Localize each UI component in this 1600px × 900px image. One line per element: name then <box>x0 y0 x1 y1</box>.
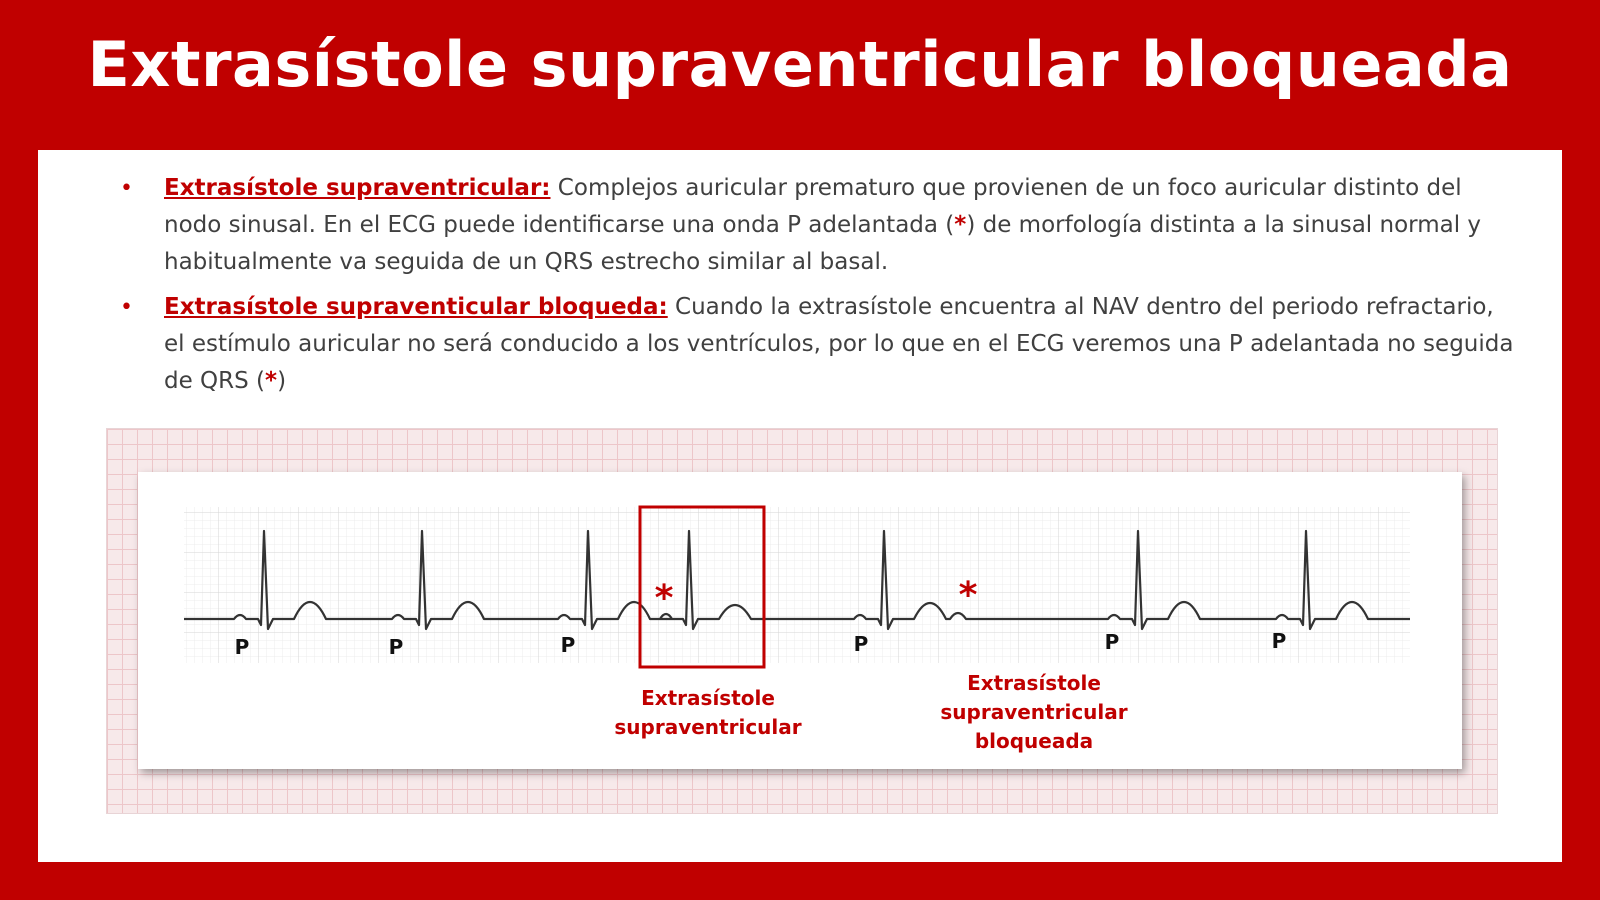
asterisk-marker: * <box>265 368 278 394</box>
bullet-text: ) <box>277 368 287 394</box>
bullet-text: ) de morfología distinta a la sinusal normal y habitualmente va seguida de un QRS estrecho similar al basal. <box>164 212 1482 275</box>
p-wave-label: P <box>234 635 250 659</box>
bullet-text: Cuando la extrasístole encuentra al NAV dentro del periodo refractario, el estímulo auricular no será conducido a los ventrículos, por lo que en el ECG veremos una P adelantada no seguida de QRS ( <box>164 294 1514 394</box>
asterisk-marker: * <box>958 575 978 616</box>
annotation-label: supraventricular <box>940 700 1128 724</box>
annotation-label: supraventricular <box>614 715 802 739</box>
p-wave-label: P <box>560 633 576 657</box>
annotation-label: Extrasístole <box>641 686 775 710</box>
ecg-figure <box>138 472 1462 769</box>
p-wave-label: P <box>853 632 869 656</box>
ecg-strip <box>138 472 1462 769</box>
p-wave-label: P <box>1104 630 1120 654</box>
asterisk-marker: * <box>954 212 967 238</box>
bullet-icon: • <box>120 176 133 201</box>
bullet-item <box>120 289 1520 400</box>
annotation-label: bloqueada <box>974 729 1094 753</box>
p-wave-label: P <box>388 635 404 659</box>
p-wave-label: P <box>1271 629 1287 653</box>
slide-title: Extrasístole supraventricular bloqueada <box>87 28 1513 101</box>
asterisk-marker: * <box>654 578 674 619</box>
ecg-grid <box>184 507 1410 663</box>
content-panel <box>38 150 1562 862</box>
bullet-text: Complejos auricular prematuro que provienen de un foco auricular distinto del nodo sinusal. En el ECG puede identificarse una onda P adelantada ( <box>164 175 1462 238</box>
bullet-list <box>120 170 1520 408</box>
bullet-icon: • <box>120 295 133 320</box>
bullet-item <box>120 170 1520 281</box>
bullet-term: Extrasístole supraventicular bloqueda: <box>164 294 668 320</box>
annotation-label: Extrasístole <box>967 671 1101 695</box>
bullet-term: Extrasístole supraventricular: <box>164 175 551 201</box>
